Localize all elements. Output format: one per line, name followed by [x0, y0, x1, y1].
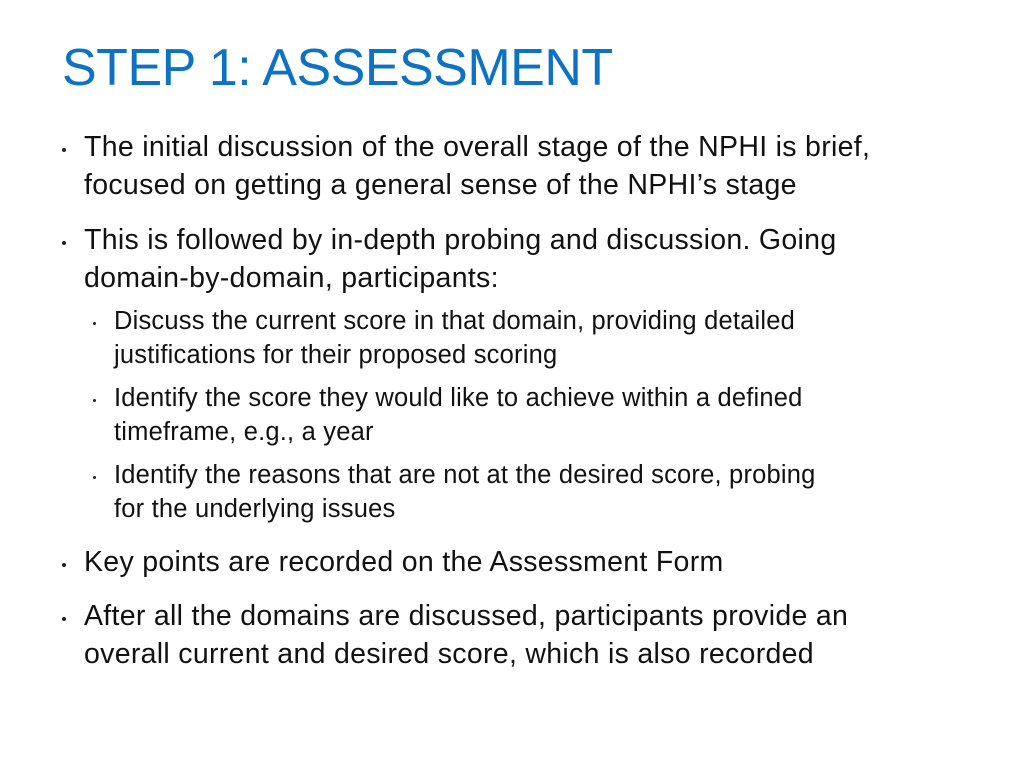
sub-bullet-3-line-2: for the underlying issues	[114, 495, 396, 523]
bullet-icon	[62, 148, 66, 152]
bullet-icon	[62, 241, 66, 245]
bullet-4-line-2: overall current and desired score, which is also recorded	[84, 638, 814, 670]
sub-bullet-1-line-1: Discuss the current score in that domain, providing detailed	[114, 307, 796, 335]
bullet-2-line-1: This is followed by in-depth probing and discussion. Going	[84, 224, 837, 256]
sub-bullet-icon	[93, 322, 96, 325]
bullet-4-line-1: After all the domains are discussed, participants provide an	[84, 600, 849, 632]
bullet-1-line-1: The initial discussion of the overall stage of the NPHI is brief,	[84, 131, 871, 163]
sub-bullet-2-line-1: Identify the score they would like to achieve within a defined	[114, 384, 803, 412]
bullet-icon	[62, 617, 66, 621]
bullet-3-line-1: Key points are recorded on the Assessment Form	[84, 546, 724, 578]
sub-bullet-2-line-2: timeframe, e.g., a year	[114, 418, 374, 446]
sub-bullet-1-line-2: justifications for their proposed scoring	[114, 341, 558, 369]
sub-bullet-icon	[93, 476, 96, 479]
sub-bullet-icon	[93, 399, 96, 402]
slide-title: STEP 1: ASSESSMENT	[62, 39, 613, 97]
bullet-icon	[62, 563, 66, 567]
sub-bullet-3-line-1: Identify the reasons that are not at the desired score, probing	[114, 461, 816, 489]
bullet-1-line-2: focused on getting a general sense of the NPHI’s stage	[84, 169, 797, 201]
bullet-2-line-2: domain-by-domain, participants:	[84, 262, 499, 294]
